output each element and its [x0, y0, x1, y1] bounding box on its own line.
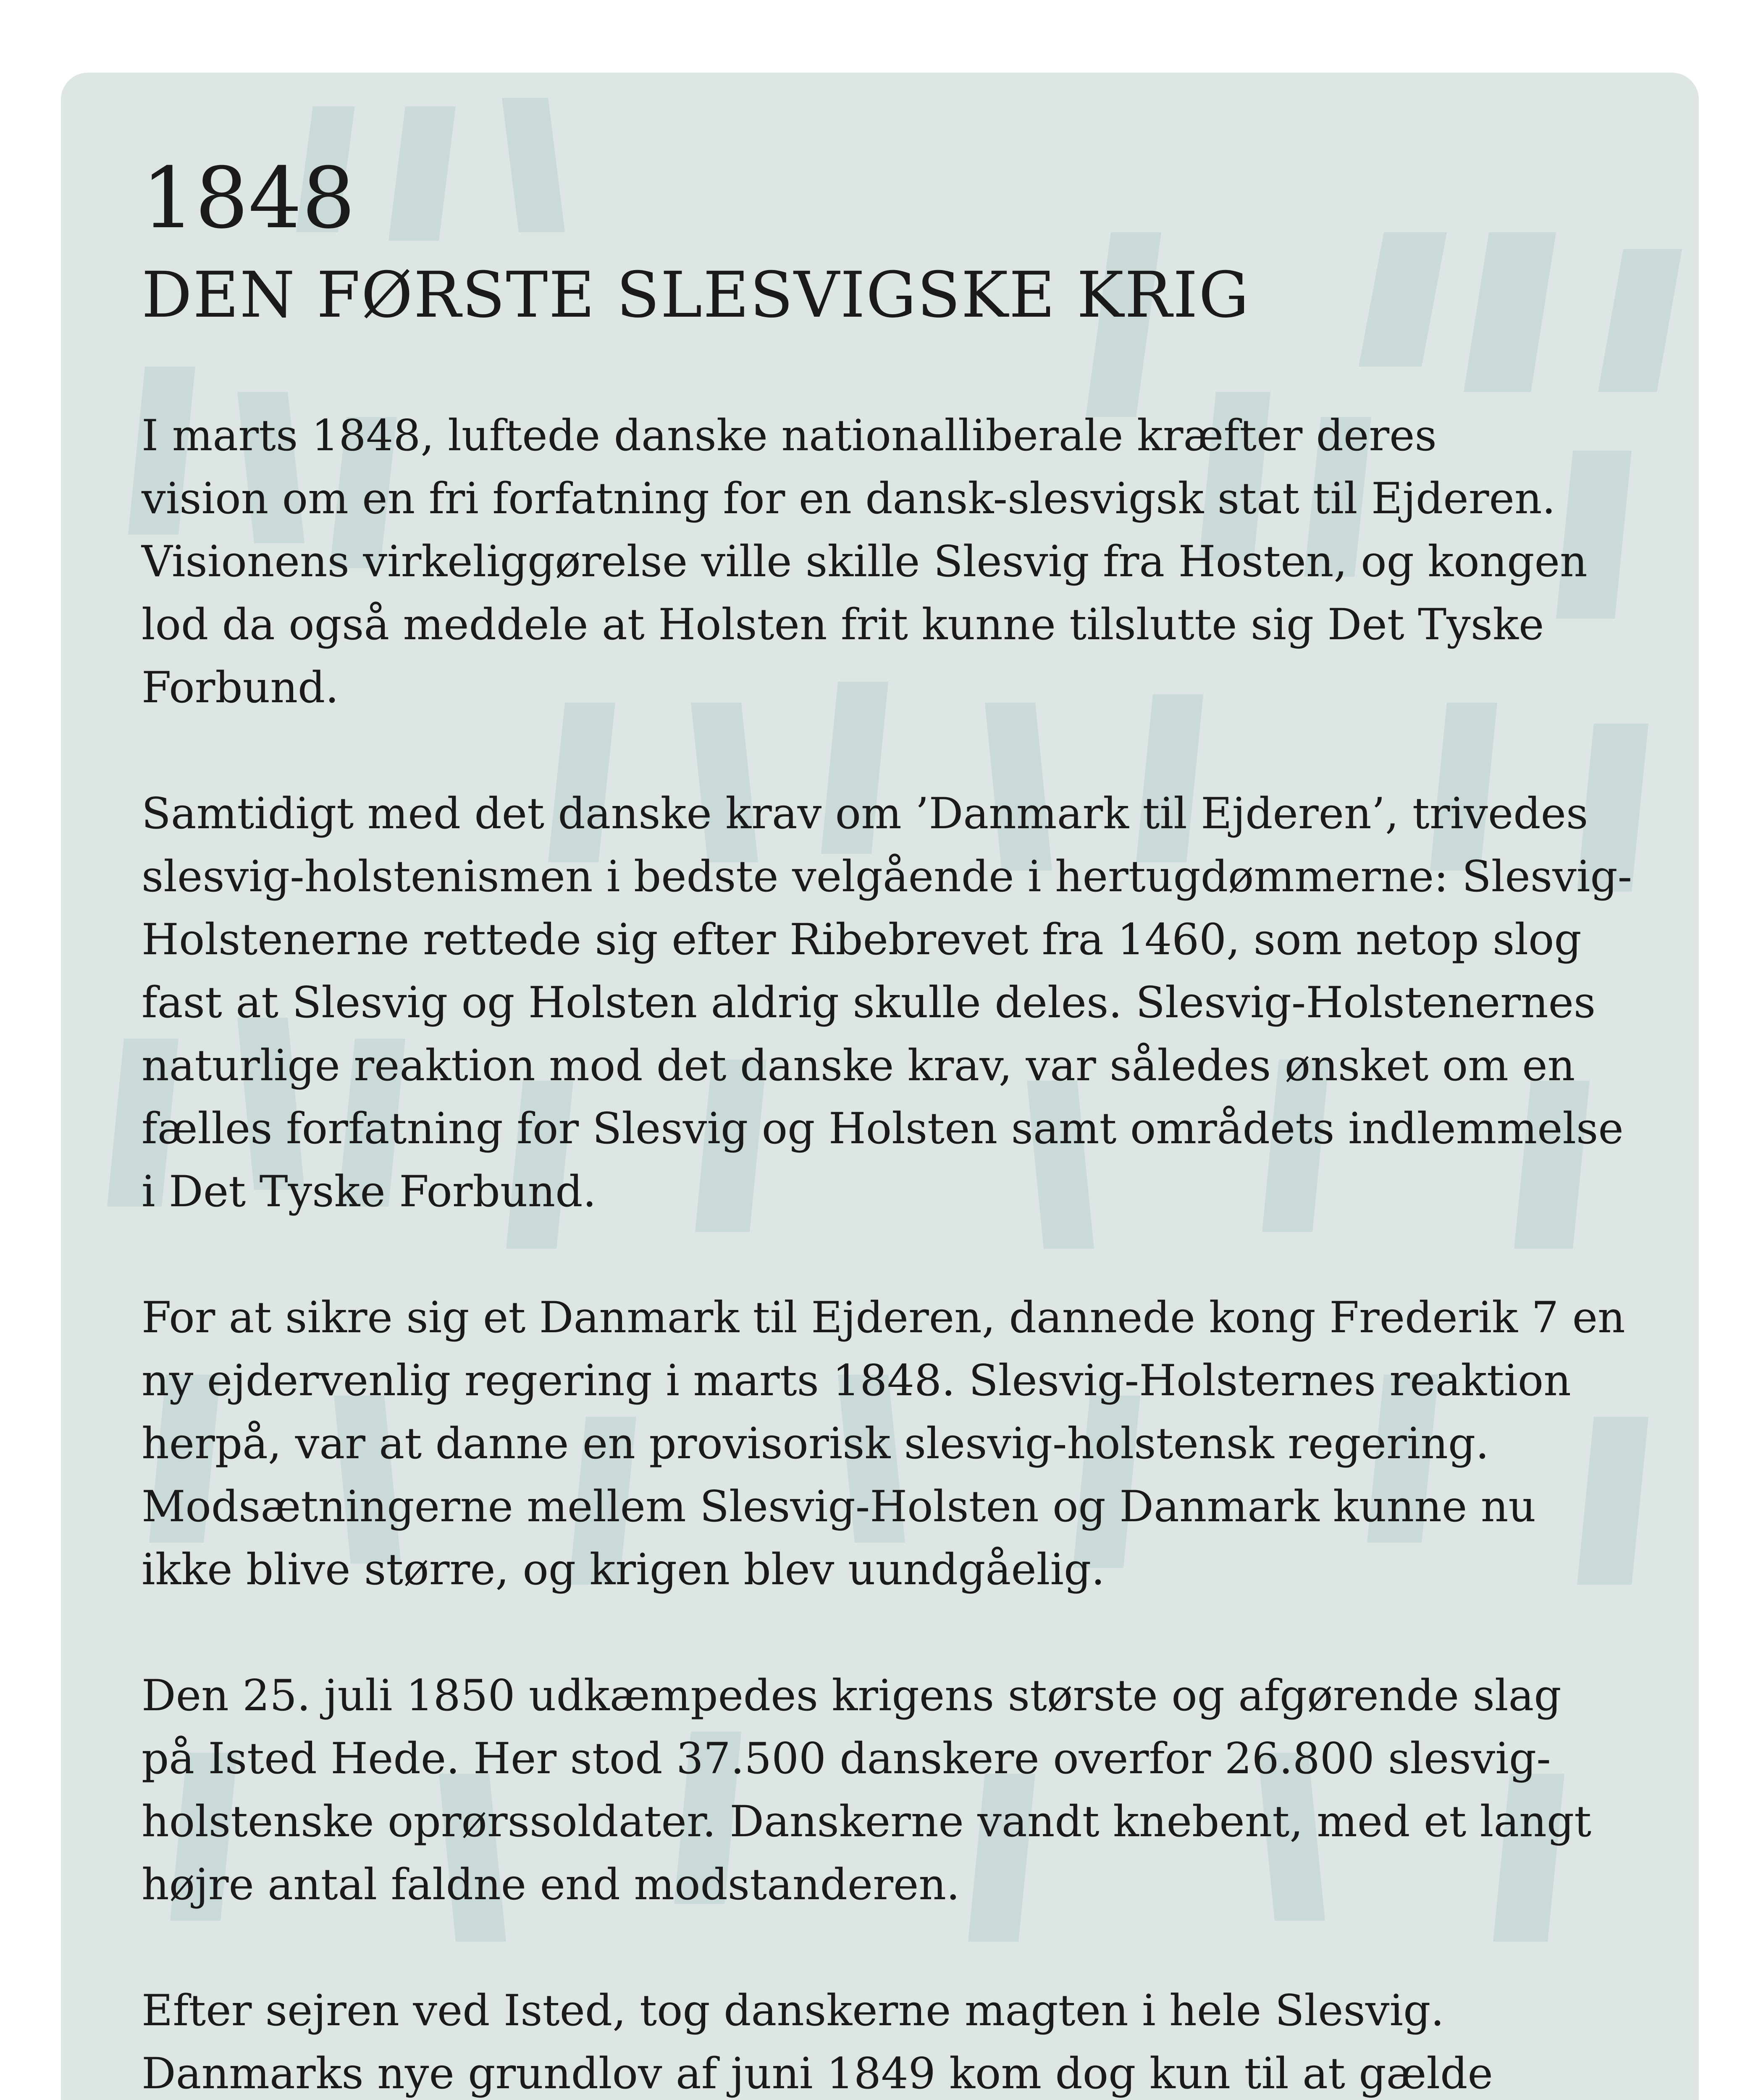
info-card: [61, 73, 1699, 2100]
paragraph-3: For at sikre sig et Danmark til Ejderen, dannede kong Frederik 7 en ny ejdervenlig regering i marts 1848. Slesvig-Holsternes reaktion herpå, var at danne en provisorisk slesvig-holstensk regering. Modsætningerne mellem Slesvig-Holsten og Danmark kunne nu ikke blive større, og krigen blev uundgåelig.: [142, 1293, 1625, 1595]
paragraph-2: Samtidigt med det danske krav om ’Danmark til Ejderen’, trivedes slesvig-holstenismen i bedste velgående i hertugdømmerne: Slesvig- Holstenerne rettede sig efter Ribebrevet fra 1460, som netop slog fast at Slesvig og Holsten aldrig skulle deles. Slesvig-Holstenernes naturlige reaktion mod det danske krav, var således ønsket om en fælles forfatning for Slesvig og Holsten samt områdets indlemmelse i Det Tyske Forbund.: [142, 789, 1632, 1217]
page-title: DEN FØRSTE SLESVIGSKE KRIG: [142, 259, 1250, 332]
article: [142, 152, 1653, 2100]
year-title: 1848: [142, 150, 355, 247]
paragraph-5: Efter sejren ved Isted, tog danskerne magten i hele Slesvig. Danmarks nye grundlov af juni 1849 kom dog kun til at gælde: [142, 1986, 1493, 2099]
paragraph-1: I marts 1848, luftede danske nationalliberale kræfter deres vision om en fri forfatning for en dansk-slesvigsk stat til Ejderen. Visionens virkeliggørelse ville skille Slesvig fra Hosten, og kongen lod da også meddele at Holsten frit kunne tilslutte sig Det Tyske Forbund.: [142, 411, 1588, 713]
paragraph-4: Den 25. juli 1850 udkæmpedes krigens største og afgørende slag på Isted Hede. Her stod 37.500 danskere overfor 26.800 slesvig- holstenske oprørssoldater. Danskerne vandt knebent, med et langt højre antal faldne end modstanderen.: [142, 1671, 1592, 1910]
